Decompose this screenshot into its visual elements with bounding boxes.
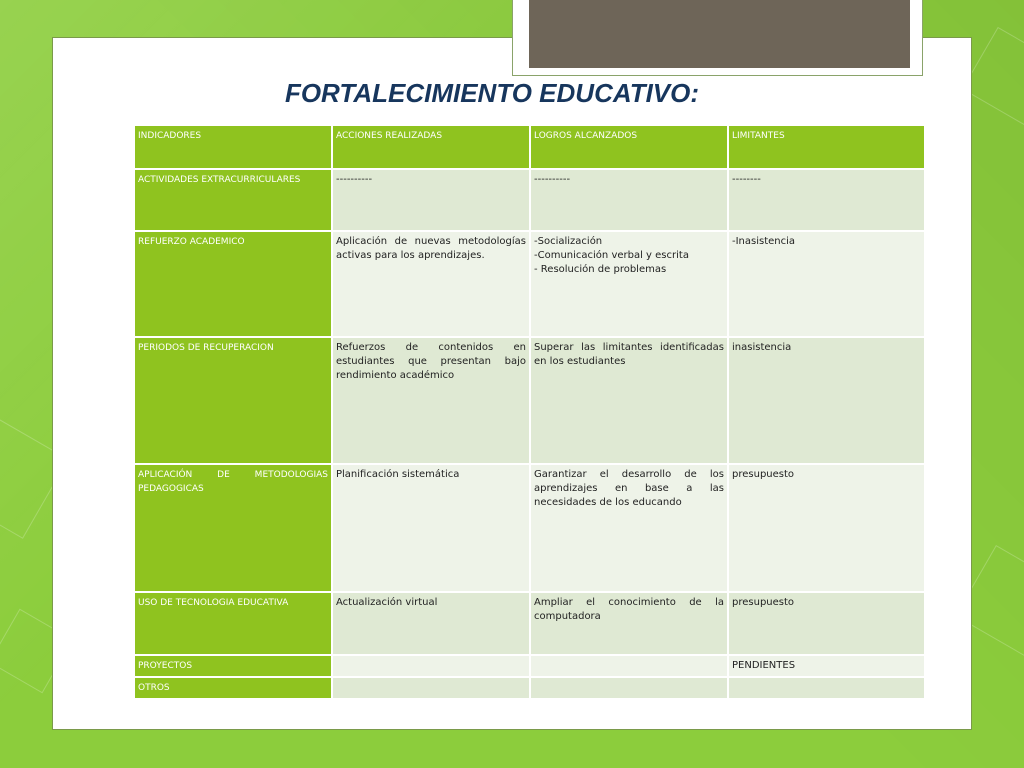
row-indicator: PERIODOS DE RECUPERACION bbox=[134, 337, 332, 464]
row-limitantes: -Inasistencia bbox=[728, 231, 925, 337]
table-row bbox=[134, 592, 925, 655]
row-logros bbox=[530, 655, 728, 677]
row-indicator: OTROS bbox=[134, 677, 332, 699]
row-indicator: PROYECTOS bbox=[134, 655, 332, 677]
row-indicator: ACTIVIDADES EXTRACURRICULARES bbox=[134, 169, 332, 231]
row-acciones bbox=[332, 677, 530, 699]
header-indicadores: INDICADORES bbox=[134, 125, 332, 169]
row-acciones: Actualización virtual bbox=[332, 592, 530, 655]
header-limitantes: LIMITANTES bbox=[728, 125, 925, 169]
row-acciones: Aplicación de nuevas metodologías activas para los aprendizajes. bbox=[332, 231, 530, 337]
title-tab bbox=[512, 0, 923, 76]
row-logros: -Socialización -Comunicación verbal y escrita - Resolución de problemas bbox=[530, 231, 728, 337]
row-limitantes: presupuesto bbox=[728, 592, 925, 655]
row-limitantes bbox=[728, 677, 925, 699]
table-row bbox=[134, 464, 925, 592]
title-tab-fill bbox=[529, 0, 910, 68]
table-row bbox=[134, 337, 925, 464]
row-logros: ---------- bbox=[530, 169, 728, 231]
table-row bbox=[134, 231, 925, 337]
row-acciones: Refuerzos de contenidos en estudiantes que presentan bajo rendimiento académico bbox=[332, 337, 530, 464]
row-acciones: ---------- bbox=[332, 169, 530, 231]
row-indicator: APLICACIÓN DE METODOLOGIAS PEDAGOGICAS bbox=[134, 464, 332, 592]
row-indicator: USO DE TECNOLOGIA EDUCATIVA bbox=[134, 592, 332, 655]
table-row bbox=[134, 655, 925, 677]
row-logros bbox=[530, 677, 728, 699]
row-limitantes: inasistencia bbox=[728, 337, 925, 464]
row-acciones: Planificación sistemática bbox=[332, 464, 530, 592]
row-limitantes: PENDIENTES bbox=[728, 655, 925, 677]
row-limitantes: presupuesto bbox=[728, 464, 925, 592]
row-logros: Superar las limitantes identificadas en los estudiantes bbox=[530, 337, 728, 464]
table-row bbox=[134, 677, 925, 699]
row-indicator: REFUERZO ACADEMICO bbox=[134, 231, 332, 337]
row-logros: Garantizar el desarrollo de los aprendizajes en base a las necesidades de los educando bbox=[530, 464, 728, 592]
header-acciones: ACCIONES REALIZADAS bbox=[332, 125, 530, 169]
row-acciones bbox=[332, 655, 530, 677]
page-title: FORTALECIMIENTO EDUCATIVO: bbox=[284, 78, 700, 108]
table-header-row bbox=[134, 125, 925, 169]
row-logros: Ampliar el conocimiento de la computadora bbox=[530, 592, 728, 655]
row-limitantes: -------- bbox=[728, 169, 925, 231]
header-logros: LOGROS ALCANZADOS bbox=[530, 125, 728, 169]
table-row bbox=[134, 169, 925, 231]
summary-table bbox=[133, 124, 926, 700]
